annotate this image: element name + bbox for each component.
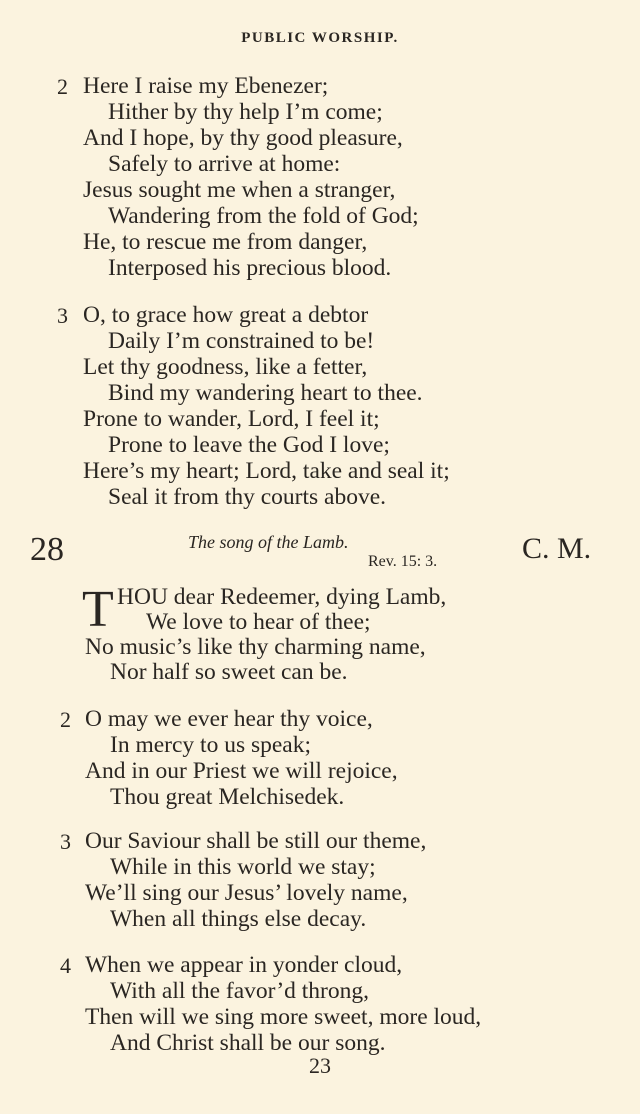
verse-line: Hither by thy help I’m come; [108,99,383,125]
verse-line: Prone to leave the God I love; [108,432,390,458]
verse-number: 3 [57,303,68,328]
hymn-number: 28 [30,531,64,568]
running-head: PUBLIC WORSHIP. [241,30,399,46]
verse-line: We love to hear of thee; [146,609,371,635]
verse-line: He, to rescue me from danger, [83,229,368,255]
drop-cap: T [82,581,114,638]
scripture-reference: Rev. 15: 3. [368,553,438,570]
verse-line: We’ll sing our Jesus’ lovely name, [85,880,408,906]
verse-line: Let thy goodness, like a fetter, [83,354,368,380]
hymn-title: The song of the Lamb. [188,532,349,552]
verse-line: Jesus sought me when a stranger, [83,177,396,203]
verse-number: 3 [60,829,71,854]
verse-line: Interposed his precious blood. [108,255,392,281]
verse-number: 2 [60,707,71,732]
verse-line: With all the favor’d throng, [110,978,370,1004]
verse-line: Seal it from thy courts above. [108,484,387,510]
hymn-meter: C. M. [522,532,592,565]
verse-line: And Christ shall be our song. [110,1030,386,1056]
verse-line: And I hope, by thy good pleasure, [83,125,403,151]
verse-line: Daily I’m constrained to be! [108,328,375,354]
verse-line: Here’s my heart; Lord, take and seal it; [83,458,450,484]
verse-line: Safely to arrive at home: [108,151,341,177]
verse-line: And in our Priest we will rejoice, [85,758,398,784]
verse-line: Nor half so sweet can be. [110,659,348,685]
verse-line: Then will we sing more sweet, more loud, [85,1004,482,1030]
verse-line: O may we ever hear thy voice, [85,706,373,732]
verse-line: Bind my wandering heart to thee. [108,380,423,406]
verse-line: When all things else decay. [110,906,367,932]
verse-line: In mercy to us speak; [110,732,312,758]
verse-line: Prone to wander, Lord, I feel it; [83,406,380,432]
verse-line: While in this world we stay; [110,854,376,880]
verse-line: Here I raise my Ebenezer; [83,73,329,99]
verse-line: Our Saviour shall be still our theme, [85,828,427,854]
verse-number: 2 [57,74,68,99]
verse-number: 4 [60,953,71,978]
verse-line: O, to grace how great a debtor [83,302,369,328]
verse-line: HOU dear Redeemer, dying Lamb, [117,584,447,610]
verse-line: Thou great Melchisedek. [110,784,345,810]
page-number: 23 [309,1053,331,1078]
verse-line: When we appear in yonder cloud, [85,952,403,978]
verse-line: Wandering from the fold of God; [108,203,419,229]
verse-line: No music’s like thy charming name, [85,634,426,660]
